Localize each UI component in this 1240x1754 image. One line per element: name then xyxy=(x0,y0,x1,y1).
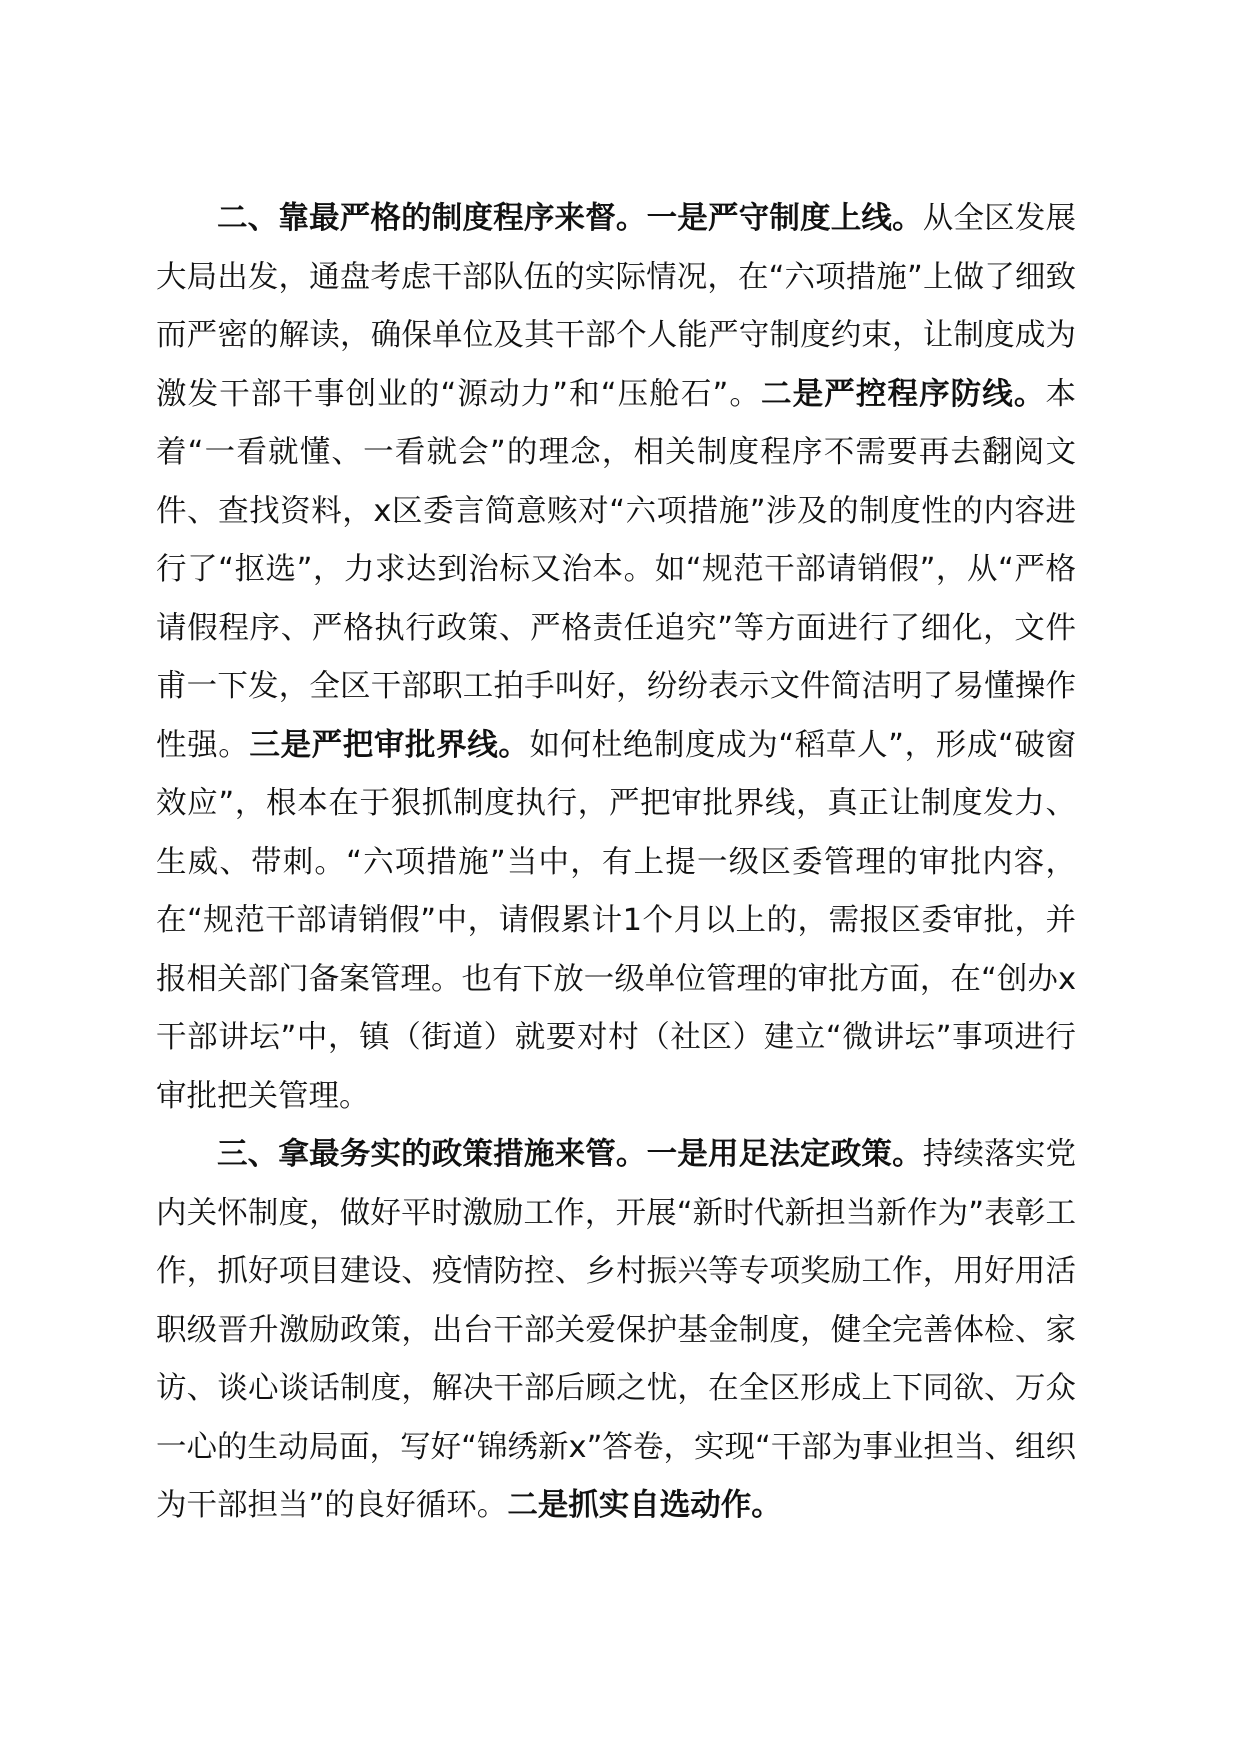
subheading: 三是严把审批界线。 xyxy=(249,727,530,763)
body-text: 从全区发展大局出发，通盘考虑干部队伍的实际情况，在“六项措施”上做了细致而严密的解读，确保单位及其干部个人能严守制度约束，让制度成为激发干部干事创业的“源动力”和“压舱石”。 xyxy=(156,201,1077,412)
document-page xyxy=(156,190,1076,1536)
paragraph-supervision xyxy=(156,190,1076,1126)
subheading: 一是严守制度上线。 xyxy=(646,201,923,236)
body-text: 持续落实党内关怀制度，做好平时激励工作，开展“新时代新担当新作为”表彰工作，抓好项目建设、疫情防控、乡村振兴等专项奖励工作，用好用活职级晋升激励政策，出台干部关爱保护基金制度，健全完善体检、家访、谈心谈话制度，解决干部后顾之忧，在全区形成上下同欲、万众一心的生动局面，写好“锦绣新x”答卷，实现“干部为事业担当、组织为干部担当”的良好循环。 xyxy=(156,1137,1077,1523)
section-heading: 二、靠最严格的制度程序来督。 xyxy=(217,201,647,236)
subheading: 二是严控程序防线。 xyxy=(761,376,1046,412)
section-heading: 三、拿最务实的政策措施来管。 xyxy=(217,1137,647,1172)
subheading: 二是抓实自选动作。 xyxy=(507,1488,782,1523)
subheading: 一是用足法定政策。 xyxy=(646,1137,923,1172)
body-text: 如何杜绝制度成为“稻草人”，形成“破窗效应”，根本在于狠抓制度执行，严把审批界线，真正让制度发力、生威、带刺。“六项措施”当中，有上提一级区委管理的审批内容，在“规范干部请销假”中，请假累计1个月以上的，需报区委审批，并报相关部门备案管理。也有下放一级单位管理的审批方面，在“创办x干部讲坛”中，镇（街道）就要对村（社区）建立“微讲坛”事项进行审批把关管理。 xyxy=(156,727,1076,1114)
paragraph-policy xyxy=(156,1126,1076,1536)
body-text: 本着“一看就懂、一看就会”的理念，相关制度程序不需要再去翻阅文件、查找资料，x区委言简意赅对“六项措施”涉及的制度性的内容进行了“抠选”，力求达到治标又治本。如“规范干部请销假”，从“严格请假程序、严格执行政策、严格责任追究”等方面进行了细化，文件甫一下发，全区干部职工拍手叫好，纷纷表示文件简洁明了易懂操作性强。 xyxy=(156,376,1077,763)
